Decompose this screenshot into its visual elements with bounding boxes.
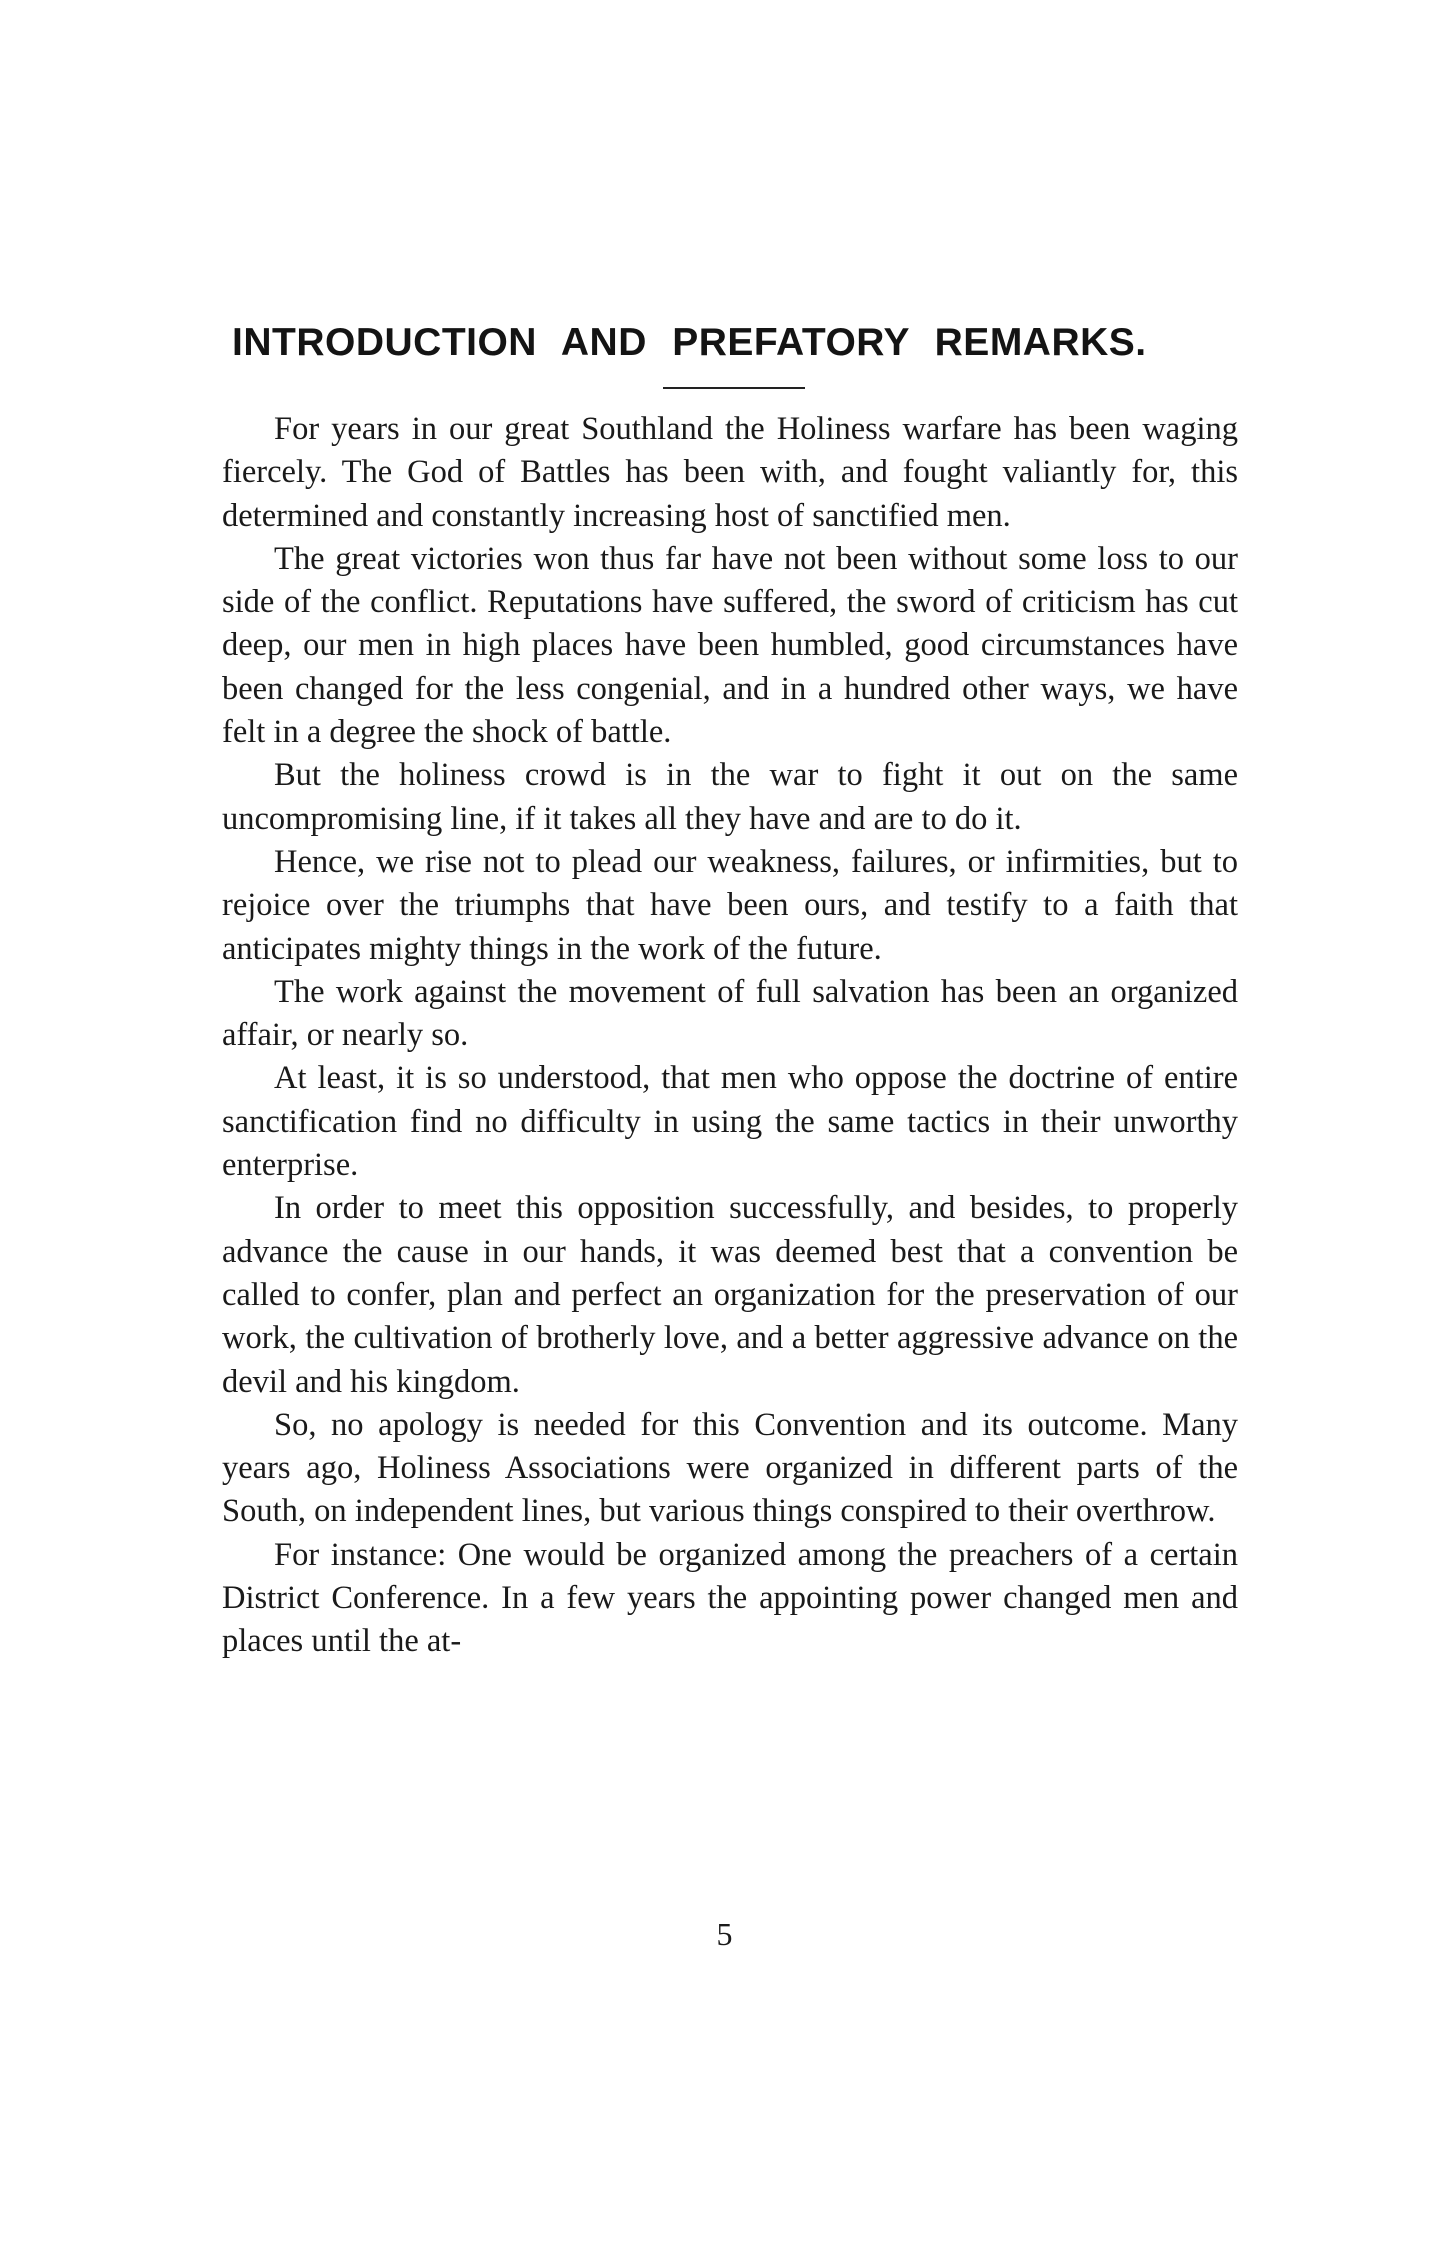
paragraph: But the holiness crowd is in the war to fight it out on the same uncompromising line, if it takes all they have and are to do it.: [222, 757, 1238, 837]
paragraph: Hence, we rise not to plead our weakness, failures, or infirmities, but to rejoice over the triumphs that have been ours, and testify to a faith that anticipates mighty things in the work of the future.: [222, 843, 1238, 967]
paragraph: In order to meet this opposition successfully, and besides, to properly advance the cause in our hands, it was deemed best that a convention be called to confer, plan and perfect an organization for the preservation of our work, the cultivation of brotherly love, and a better aggressive advance on the devil and his kingdom.: [222, 1190, 1238, 1400]
chapter-heading: INTRODUCTION AND PREFATORY REMARKS.: [232, 321, 1147, 364]
page-number: 5: [716, 1916, 733, 1952]
paragraph: The work against the movement of full salvation has been an organized affair, or nearly so.: [222, 973, 1238, 1054]
paragraph: For instance: One would be organized among the preachers of a certain District Conference. In a few years the appointing power changed men and places until the at-: [222, 1536, 1238, 1660]
paragraph: At least, it is so understood, that men who oppose the doctrine of entire sanctification find no difficulty in using the same tactics in their unworthy enterprise.: [222, 1060, 1238, 1184]
paragraph: For years in our great Southland the Holiness warfare has been waging fiercely. The God of Battles has been with, and fought valiantly for, this determined and constantly increasing host of sanctified men.: [222, 411, 1238, 534]
paragraph: The great victories won thus far have not been without some loss to our side of the conflict. Reputations have suffered, the sword of criticism has cut deep, our men in high places have been humbled, good circumstances have been changed for the less congenial, and in a hundred other ways, we have felt in a degree the shock of battle.: [222, 540, 1238, 751]
heading-divider: [663, 387, 805, 389]
paragraph: So, no apology is needed for this Convention and its outcome. Many years ago, Holiness Associations were organized in different parts of the South, on independent lines, but various things conspired to their overthrow.: [222, 1406, 1238, 1530]
body-text: [222, 408, 1238, 1664]
